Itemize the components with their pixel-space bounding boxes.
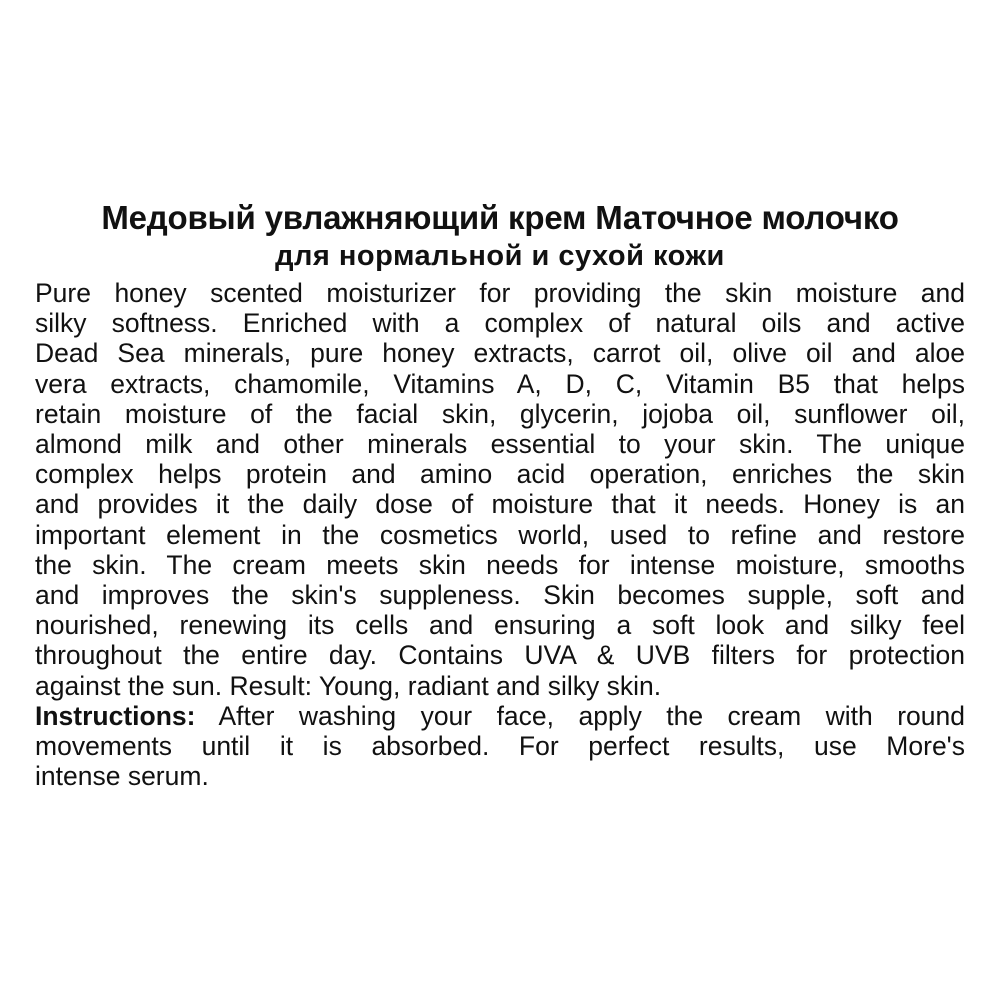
- description-line: Pure honey scented moisturizer for providing the skin moisture and: [35, 278, 965, 308]
- product-title: Медовый увлажняющий крем Маточное молочко: [101, 199, 899, 236]
- instructions-block: [35, 701, 965, 792]
- description-line: Dead Sea minerals, pure honey extracts, carrot oil, olive oil and aloe: [35, 338, 965, 369]
- description-line: retain moisture of the facial skin, glycerin, jojoba oil, sunflower oil,: [35, 398, 965, 429]
- instructions-label: Instructions:: [35, 700, 196, 731]
- description-line: against the sun. Result: Young, radiant and silky skin.: [35, 670, 662, 701]
- description-line: and provides it the daily dose of moisture that it needs. Honey is an: [35, 489, 965, 520]
- description-line: and improves the skin's suppleness. Skin becomes supple, soft and: [35, 580, 965, 611]
- instructions-line: intense serum.: [35, 761, 209, 792]
- description-line: vera extracts, chamomile, Vitamins A, D, C, Vitamin B5 that helps: [35, 368, 965, 399]
- product-description: [35, 278, 965, 701]
- description-line: important element in the cosmetics world, used to refine and restore: [35, 519, 965, 550]
- description-line: silky softness. Enriched with a complex of natural oils and active: [35, 308, 965, 339]
- description-line: almond milk and other minerals essential to your skin. The unique: [35, 429, 965, 460]
- instructions-line: After washing your face, apply the cream with round: [195, 700, 965, 731]
- description-line: the skin. The cream meets skin needs for intense moisture, smooths: [35, 549, 965, 580]
- product-label: [35, 198, 965, 791]
- description-line: complex helps protein and amino acid operation, enriches the skin: [35, 459, 965, 490]
- description-line: throughout the entire day. Contains UVA & UVB filters for protection: [35, 640, 965, 671]
- description-line: nourished, renewing its cells and ensuring a soft look and silky feel: [35, 610, 965, 641]
- product-subtitle: для нормальной и сухой кожи: [275, 240, 725, 272]
- instructions-line: movements until it is absorbed. For perfect results, use More's: [35, 731, 965, 762]
